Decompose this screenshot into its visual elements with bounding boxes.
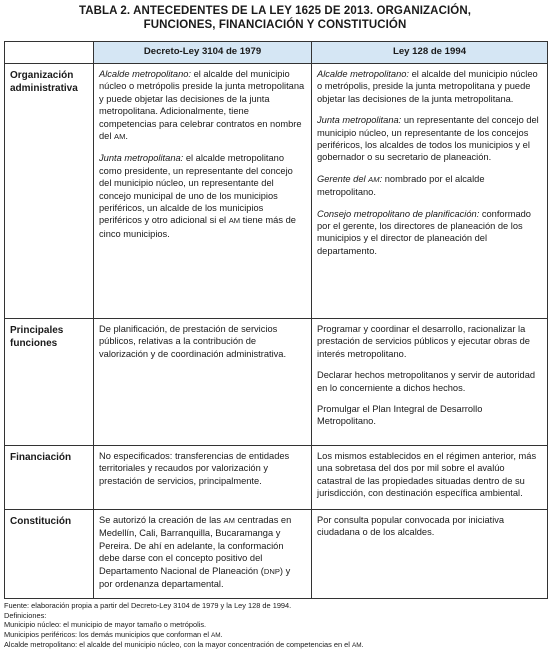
paragraph-alcalde-ley bbox=[317, 68, 542, 105]
text-alcalde-decreto: el alcalde del municipio núcleo o metrópolis preside la junta metropolitana y puede objetar las decisiones de la junta metropolitana. Adicionalmente, tiene competencias para celebrar contratos en nombre del bbox=[99, 69, 305, 142]
abbr-am: AM bbox=[114, 132, 126, 142]
term-alcalde-metropolitano: Alcalde metropolitano: bbox=[317, 69, 409, 79]
table-notes bbox=[4, 601, 364, 651]
text-constitucion-decreto-end: ) y por ordenanza departamental. bbox=[99, 565, 291, 590]
header-corner-cell bbox=[5, 42, 94, 64]
term-junta-metropolitana: Junta metropolitana: bbox=[99, 153, 184, 164]
antecedentes-table bbox=[4, 41, 548, 599]
note-alcalde-end: . bbox=[361, 640, 364, 650]
text-junta-decreto-end: tiene más de cinco municipios. bbox=[99, 215, 296, 239]
table-row-funciones bbox=[5, 319, 548, 446]
note-alcalde-metropolitano bbox=[4, 640, 364, 651]
text-constitucion-decreto-mid: centradas en Medellín, Cali, Barranquilla, Bucaramanga y Pereira. De ahí en adelante, la conformación debe darse con el concepto positivo del Departamento Nacional de Planeación ( bbox=[99, 515, 292, 576]
term-consejo-planificacion: Consejo metropolitano de planificación: bbox=[317, 208, 480, 219]
paragraph-gerente-ley bbox=[317, 173, 542, 199]
abbr-am: AM bbox=[223, 516, 235, 525]
term-junta-metropolitana: Junta metropolitana: bbox=[317, 115, 402, 126]
cell-organizacion-decreto bbox=[94, 64, 312, 319]
text-junta-ley: un representante del concejo del municipio núcleo, un representante de los concejos periféricos, los alcaldes de todos los municipios y el gobernador o su secretario de planeación. bbox=[317, 115, 539, 163]
text-alcalde-decreto-end: . bbox=[125, 131, 128, 142]
cell-organizacion-ley bbox=[312, 64, 548, 319]
term-alcalde-metropolitano: Alcalde metropolitano: bbox=[99, 69, 191, 79]
cell-funciones-decreto bbox=[94, 319, 312, 446]
cell-constitucion-ley bbox=[312, 510, 548, 599]
text-gerente-ley: nombrado por el alcalde metropolitano. bbox=[317, 173, 485, 198]
abbr-dnp: DNP bbox=[263, 566, 280, 576]
note-definiciones: Definiciones: bbox=[4, 610, 47, 620]
paragraph-financiacion-ley: Los mismos establecidos en el régimen anterior, más una sobretasa del dos por mil sobre el avalúo catastral de las propiedades situadas dentro de su jurisdicción, con destinación específica ambiental. bbox=[317, 451, 537, 499]
paragraph-funciones-decreto: De planificación, de prestación de servicios públicos, relativas a la contribución de valorización y de coordinación administrativa. bbox=[99, 324, 287, 359]
paragraph-funciones-ley-3: Promulgar el Plan Integral de Desarrollo Metropolitano. bbox=[317, 404, 483, 427]
header-row bbox=[5, 42, 548, 64]
note-alcalde-text: Alcalde metropolitano: el alcalde del municipio núcleo, con la mayor concentración de competencias en el bbox=[4, 640, 352, 650]
table-title-line-2: FUNCIONES, FINANCIACIÓN Y CONSTITUCIÓN bbox=[143, 19, 407, 31]
row-label-constitucion: Constitución bbox=[5, 510, 94, 599]
abbr-am: AM bbox=[368, 174, 380, 184]
paragraph-consejo-ley bbox=[317, 208, 542, 258]
term-gerente-text: Gerente del bbox=[317, 173, 369, 184]
row-label-organizacion: Organización administrativa bbox=[5, 64, 94, 319]
abbr-am: AM bbox=[228, 216, 241, 226]
paragraph-funciones-ley-2: Declarar hechos metropolitanos y servir de autoridad en lo concerniente a dichos hechos. bbox=[317, 370, 536, 393]
cell-financiacion-decreto bbox=[94, 446, 312, 510]
column-header-ley: Ley 128 de 1994 bbox=[312, 42, 548, 64]
paragraph-constitucion-ley: Por consulta popular convocada por iniciativa ciudadana o de los alcaldes. bbox=[317, 515, 505, 538]
abbr-am: AM bbox=[211, 631, 221, 639]
table-title bbox=[0, 4, 550, 32]
column-header-decreto: Decreto-Ley 3104 de 1979 bbox=[94, 42, 312, 64]
text-junta-decreto: el alcalde metropolitano como presidente, un representante del concejo del municipio núcleo, un representante del concejo municipal de uno de los municipios periféricos, un alcalde de los municipios periféricos y otro adicional si el bbox=[99, 153, 293, 226]
paragraph-funciones-ley-1: Programar y coordinar el desarrollo, racionalizar la prestación de servicios públicos y ejecutar obras de interés metropolitano. bbox=[317, 324, 530, 359]
paragraph-alcalde-decreto bbox=[99, 68, 306, 143]
note-perifericos-end: . bbox=[220, 629, 223, 639]
note-municipio-nucleo: Municipio núcleo: el municipio de mayor tamaño o metrópolis. bbox=[4, 620, 207, 630]
term-gerente-colon: : bbox=[379, 173, 383, 184]
row-label-financiacion: Financiación bbox=[5, 446, 94, 510]
row-label-funciones: Principales funciones bbox=[5, 319, 94, 446]
paragraph-constitucion-decreto bbox=[99, 514, 306, 590]
cell-constitucion-decreto bbox=[94, 510, 312, 599]
paragraph-financiacion-decreto: No especificados: transferencias de entidades territoriales y recaudos por valorización y prestación de servicios, principalmente. bbox=[99, 451, 290, 486]
text-alcalde-ley: el alcalde del municipio núcleo o metrópolis, preside la junta metropolitana y puede objetar las decisiones de la junta metropolitana. bbox=[317, 69, 538, 104]
term-gerente bbox=[317, 174, 382, 184]
cell-funciones-ley bbox=[312, 319, 548, 446]
text-consejo-ley: conformado por el gerente, los directores de planeación de los municipios y el director de planeación del departamento. bbox=[317, 208, 531, 256]
table-row-organizacion bbox=[5, 64, 548, 319]
paragraph-junta-decreto bbox=[99, 152, 306, 240]
table-title-line-1: TABLA 2. ANTECEDENTES DE LA LEY 1625 DE 2013. ORGANIZACIÓN, bbox=[78, 5, 472, 17]
note-municipios-perifericos bbox=[4, 630, 364, 641]
note-perifericos-text: Municipios periféricos: los demás municipios que conforman el bbox=[4, 629, 212, 639]
table-row-financiacion bbox=[5, 446, 548, 510]
table-row-constitucion bbox=[5, 510, 548, 599]
abbr-am: AM bbox=[351, 642, 362, 650]
note-fuente: Fuente: elaboración propia a partir del Decreto-Ley 3104 de 1979 y la Ley 128 de 1994. bbox=[4, 601, 292, 610]
text-constitucion-decreto: Se autorizó la creación de las bbox=[99, 515, 224, 525]
cell-financiacion-ley bbox=[312, 446, 548, 510]
paragraph-junta-ley bbox=[317, 114, 542, 164]
